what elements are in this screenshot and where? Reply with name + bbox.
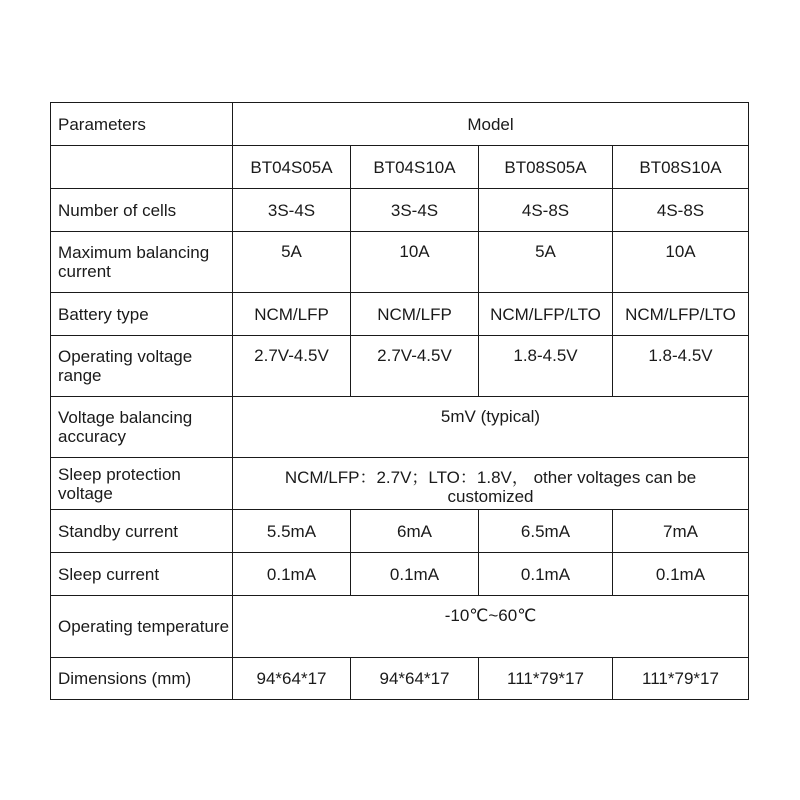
table-row [51, 189, 749, 232]
table-row [51, 658, 749, 700]
value-cell: 2.7V-4.5V [351, 336, 479, 397]
param-label: Maximum balancing current [51, 232, 233, 293]
param-label: Sleep current [51, 553, 233, 596]
value-cell: 4S-8S [613, 189, 749, 232]
value-cell: NCM/LFP/LTO [479, 293, 613, 336]
value-cell: 111*79*17 [613, 658, 749, 700]
param-label: Sleep protection voltage [51, 458, 233, 510]
merged-value-cell: -10℃~60℃ [233, 596, 749, 658]
value-cell: 10A [351, 232, 479, 293]
model-header: Model [233, 103, 749, 146]
param-label: Number of cells [51, 189, 233, 232]
header-row [51, 103, 749, 146]
value-cell: 111*79*17 [479, 658, 613, 700]
model-name: BT04S10A [351, 146, 479, 189]
value-cell: 6.5mA [479, 510, 613, 553]
value-cell: 5A [479, 232, 613, 293]
value-cell: NCM/LFP/LTO [613, 293, 749, 336]
table-row [51, 293, 749, 336]
table-row [51, 596, 749, 658]
value-cell: 0.1mA [479, 553, 613, 596]
model-name: BT08S05A [479, 146, 613, 189]
param-label: Operating temperature [51, 596, 233, 658]
table-row [51, 553, 749, 596]
value-cell: NCM/LFP [233, 293, 351, 336]
model-names-row [51, 146, 749, 189]
model-name: BT04S05A [233, 146, 351, 189]
table-row [51, 510, 749, 553]
value-cell: 7mA [613, 510, 749, 553]
value-cell: 3S-4S [351, 189, 479, 232]
param-label: Battery type [51, 293, 233, 336]
value-cell: 2.7V-4.5V [233, 336, 351, 397]
merged-value-cell: NCM/LFP：2.7V；LTO：1.8V， other voltages can be customized [233, 458, 749, 510]
spec-table [50, 102, 749, 700]
table-row [51, 336, 749, 397]
value-cell: 5A [233, 232, 351, 293]
table-row [51, 397, 749, 458]
table-row [51, 458, 749, 510]
param-label: Voltage balancing accuracy [51, 397, 233, 458]
value-cell: 1.8-4.5V [479, 336, 613, 397]
param-label: Operating voltage range [51, 336, 233, 397]
param-label: Standby current [51, 510, 233, 553]
param-label: Dimensions (mm) [51, 658, 233, 700]
value-cell: 6mA [351, 510, 479, 553]
value-cell: 1.8-4.5V [613, 336, 749, 397]
value-cell: 10A [613, 232, 749, 293]
model-name: BT08S10A [613, 146, 749, 189]
value-cell: 94*64*17 [351, 658, 479, 700]
blank-cell [51, 146, 233, 189]
value-cell: 0.1mA [233, 553, 351, 596]
value-cell: 0.1mA [613, 553, 749, 596]
table-row [51, 232, 749, 293]
value-cell: 0.1mA [351, 553, 479, 596]
value-cell: 4S-8S [479, 189, 613, 232]
parameters-header: Parameters [51, 103, 233, 146]
value-cell: 3S-4S [233, 189, 351, 232]
value-cell: 94*64*17 [233, 658, 351, 700]
value-cell: NCM/LFP [351, 293, 479, 336]
value-cell: 5.5mA [233, 510, 351, 553]
merged-value-cell: 5mV (typical) [233, 397, 749, 458]
